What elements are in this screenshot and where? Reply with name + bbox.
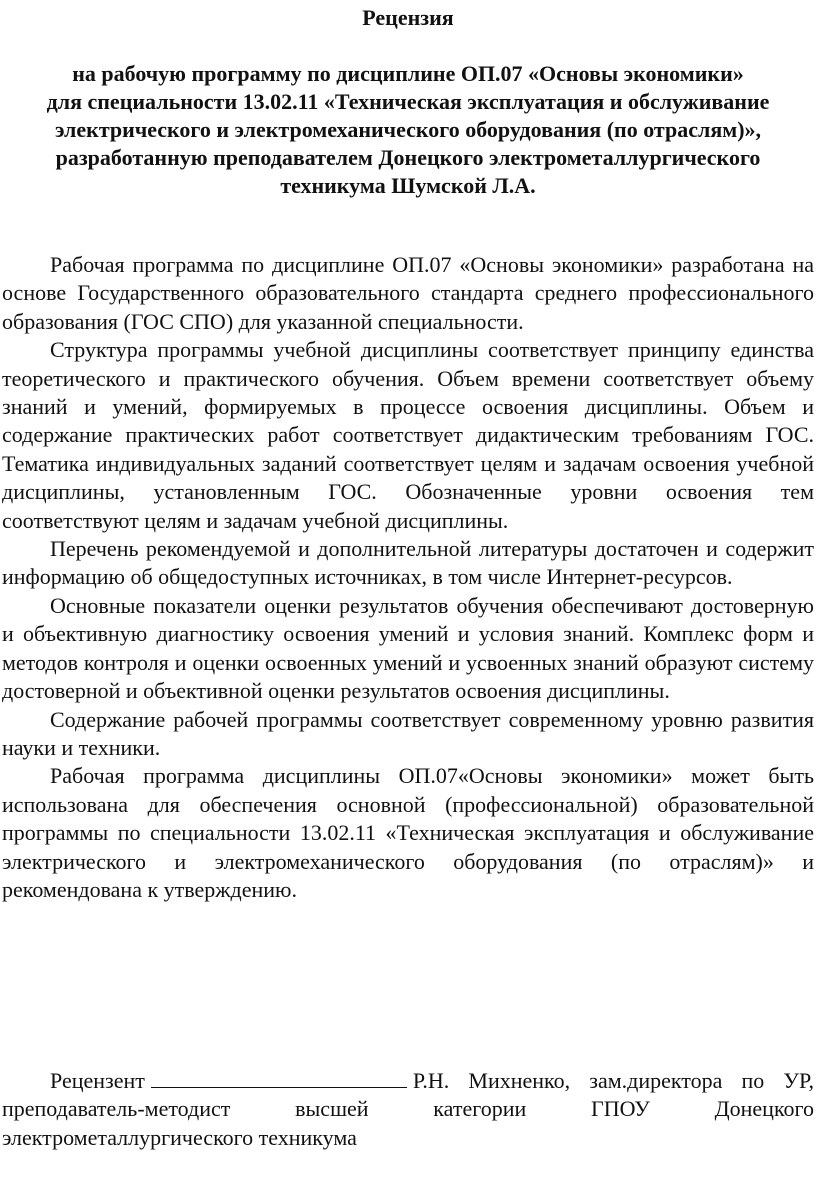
- review-body: [2, 251, 814, 904]
- paragraph: Рабочая программа дисциплины ОП.07«Основы экономики» может быть использована для обеспечения основной (профессиональной) образовательной программы по специальности 13.02.11 «Техническая эксплуатация и обслуживание электрического и электромеханического оборудования (по отраслям)» и рекомендована к утверждению.: [2, 763, 814, 902]
- heading-line: на рабочую программу по дисциплине ОП.07 «Основы экономики»: [72, 61, 744, 86]
- signature-line: [151, 1067, 407, 1088]
- reviewer-signature-block: [2, 1067, 814, 1152]
- heading-line: электрического и электромеханического оборудования (по отраслям)»,: [54, 117, 762, 142]
- reviewer-line: [2, 1067, 814, 1095]
- heading-line: для специальности 13.02.11 «Техническая эксплуатация и обслуживание: [46, 89, 770, 114]
- heading-line: разработанную преподавателем Донецкого электрометаллургического: [55, 145, 761, 170]
- paragraph: Содержание рабочей программы соответствует современному уровню развития науки и техники.: [2, 706, 814, 760]
- reviewer-name-position: Р.Н. Михненко, зам.директора по УР,: [412, 1068, 814, 1093]
- reviewer-title-line: преподаватель-методист высшей категории ГПОУ Донецкого: [2, 1096, 814, 1122]
- paragraph: Перечень рекомендуемой и дополнительной литературы достаточен и содержит информацию об общедоступных источниках, в том числе Интернет-ресурсов.: [2, 536, 814, 590]
- reviewer-organization-line: электрометаллургического техникума: [2, 1124, 357, 1150]
- paragraph: Структура программы учебной дисциплины соответствует принципу единства теоретического и практического обучения. Объем времени соответствует объему знаний и умений, формируемых в процессе освоения дисциплины. Объем и содержание практических работ соответствует дидактическим требованиям ГОС. Тематика индивидуальных заданий соответствует целям и задачам освоения учебной дисциплины, установленным ГОС. Обозначенные уровни освоения тем соответствуют целям и задачам учебной дисциплины.: [2, 337, 814, 533]
- heading-line: техникума Шумской Л.А.: [280, 173, 536, 198]
- document-title: Рецензия: [362, 5, 454, 30]
- document-heading: [2, 60, 814, 200]
- reviewer-label: Рецензент: [50, 1068, 145, 1093]
- paragraph: Основные показатели оценки результатов обучения обеспечивают достоверную и объективную диагностику освоения умений и условия знаний. Комплекс форм и методов контроля и оценки освоенных умений и усвоенных знаний образуют систему достоверной и объективной оценки результатов освоения дисциплины.: [2, 592, 814, 704]
- paragraph: Рабочая программа по дисциплине ОП.07 «Основы экономики» разработана на основе Государственного образовательного стандарта среднего профессионального образования (ГОС СПО) для указанной специальности.: [2, 252, 814, 334]
